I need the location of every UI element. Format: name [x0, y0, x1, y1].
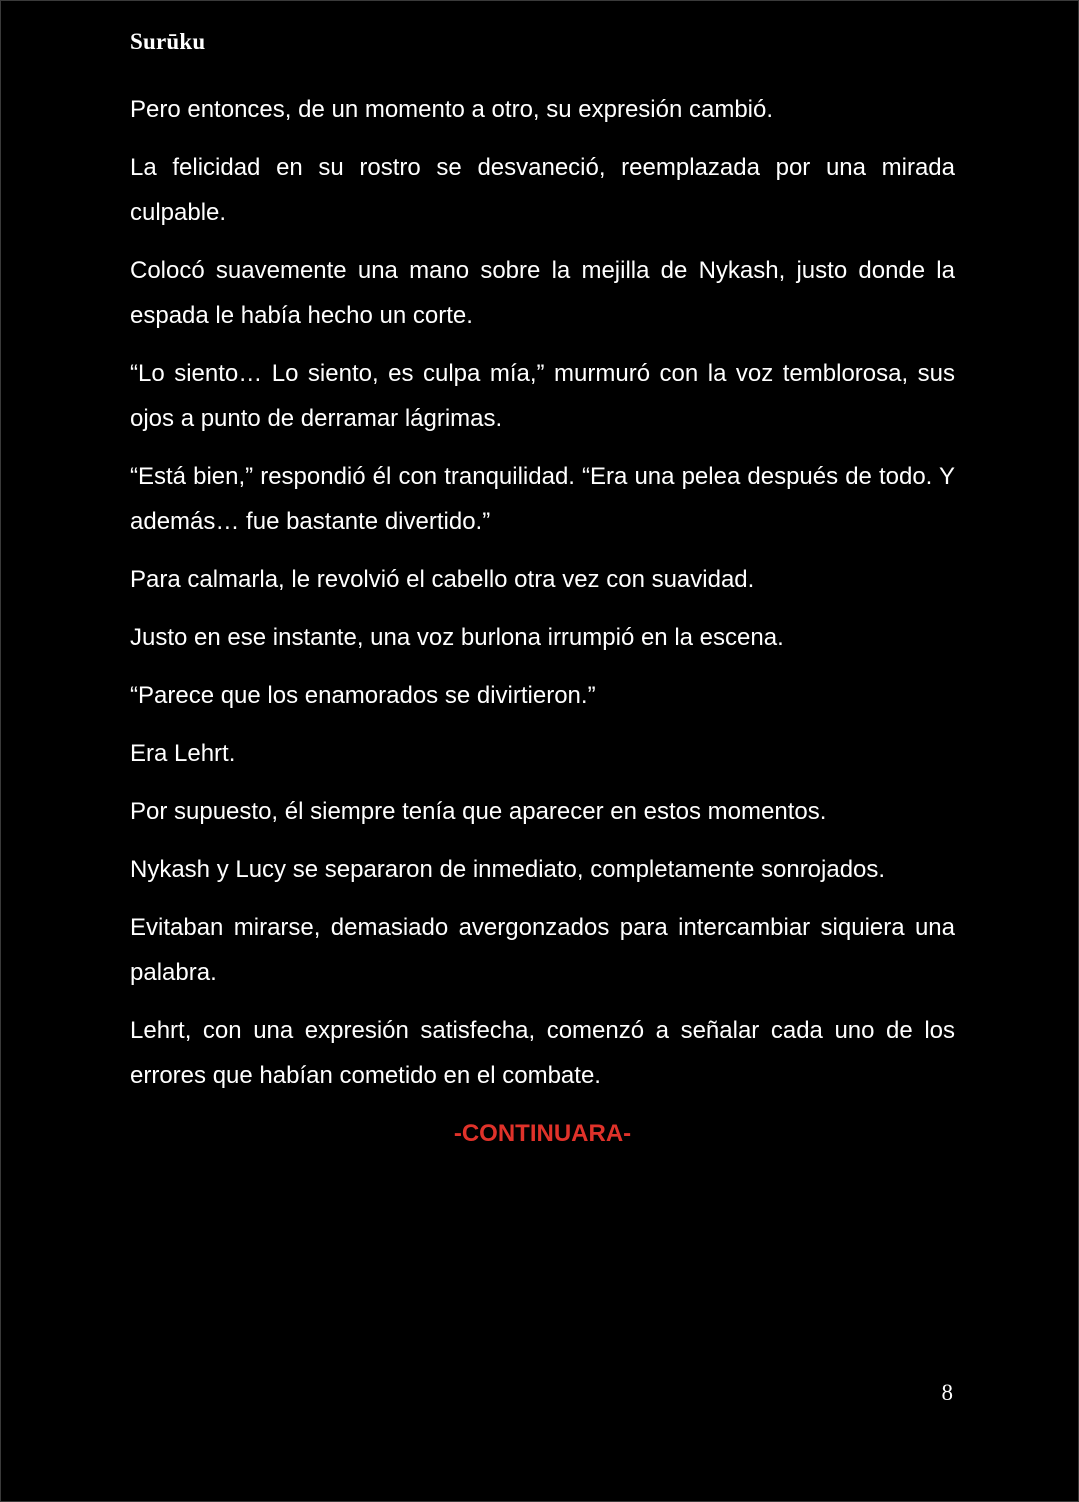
continuation-marker: -CONTINUARA- [453, 1120, 632, 1147]
page-header-title: Surūku [130, 29, 206, 54]
paragraph: Para calmarla, le revolvió el cabello otra vez con suavidad. [130, 566, 755, 593]
paragraph: Evitaban mirarse, demasiado avergonzados para intercambiar siquiera una palabra. [130, 914, 955, 986]
paragraph: Justo en ese instante, una voz burlona irrumpió en la escena. [130, 624, 784, 651]
paragraph: Nykash y Lucy se separaron de inmediato, completamente sonrojados. [130, 856, 886, 883]
paragraph: “Lo siento… Lo siento, es culpa mía,” murmuró con la voz temblorosa, sus ojos a punto de derramar lágrimas. [130, 360, 955, 432]
paragraph: Era Lehrt. [130, 740, 236, 767]
paragraph: Pero entonces, de un momento a otro, su expresión cambió. [130, 96, 774, 123]
body-text [130, 87, 955, 1169]
paragraph: “Parece que los enamorados se divirtieron.” [130, 682, 596, 709]
page-number: 8 [941, 1380, 953, 1405]
paragraph: Lehrt, con una expresión satisfecha, comenzó a señalar cada uno de los errores que habían cometido en el combate. [130, 1017, 955, 1089]
paragraph: La felicidad en su rostro se desvaneció, reemplazada por una mirada culpable. [130, 154, 955, 226]
paragraph: Colocó suavemente una mano sobre la mejilla de Nykash, justo donde la espada le había hecho un corte. [130, 257, 955, 329]
paragraph: “Está bien,” respondió él con tranquilidad. “Era una pelea después de todo. Y además… fue bastante divertido.” [130, 463, 955, 535]
paragraph: Por supuesto, él siempre tenía que aparecer en estos momentos. [130, 798, 827, 825]
